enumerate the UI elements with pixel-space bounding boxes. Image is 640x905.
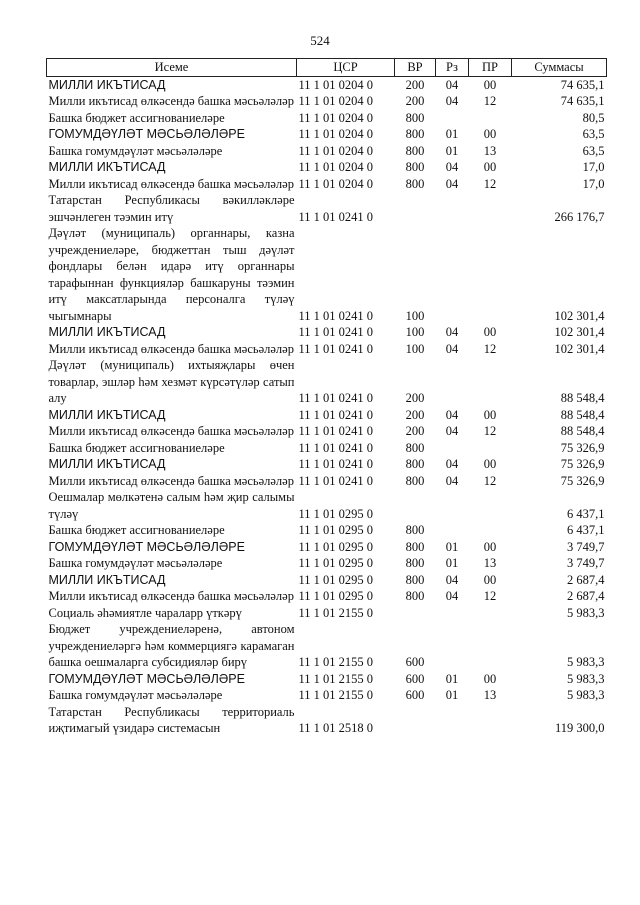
row-pr: 00 <box>483 77 497 92</box>
row-vr: 100 <box>405 325 425 339</box>
table-row <box>47 225 607 324</box>
row-name: Башка гомумдәүләт мәсьәләләре <box>48 688 223 702</box>
table-row <box>47 539 607 556</box>
table-row <box>47 76 607 93</box>
row-pr: 12 <box>483 473 497 488</box>
row-csr: 11 1 01 0295 0 <box>298 539 374 554</box>
row-pr <box>469 605 512 622</box>
row-csr: 11 1 01 0241 0 <box>298 308 374 323</box>
row-name: Милли икътисад өлкәсендә башка мәсьәләләр <box>48 341 294 356</box>
row-sum: 102 301,4 <box>554 325 605 339</box>
row-rz <box>436 192 469 225</box>
row-vr: 800 <box>405 589 425 603</box>
row-csr: 11 1 01 0295 0 <box>298 556 374 570</box>
row-rz: 01 <box>445 539 459 554</box>
row-sum: 2 687,4 <box>567 589 605 603</box>
row-csr: 11 1 01 0295 0 <box>298 523 374 537</box>
table-row <box>47 440 607 457</box>
row-vr: 800 <box>405 440 425 455</box>
row-name: ГОМУМДӘҮЛӘТ МӘСЬӘЛӘЛӘРЕ <box>48 127 245 141</box>
row-csr: 11 1 01 0204 0 <box>298 110 374 125</box>
row-rz <box>436 489 469 522</box>
row-rz: 04 <box>445 77 459 92</box>
row-sum: 5 983,3 <box>567 671 605 686</box>
row-rz: 04 <box>445 589 459 603</box>
table-row <box>47 407 607 424</box>
table-row <box>47 143 607 160</box>
row-csr: 11 1 01 0241 0 <box>298 440 374 455</box>
row-name: МИЛЛИ ИКЪТИСАД <box>48 457 166 471</box>
row-pr: 00 <box>483 407 497 422</box>
row-vr: 800 <box>405 143 425 158</box>
row-pr: 12 <box>483 341 497 356</box>
row-name: Оешмалар мөлкәтенә салым һәм җир салымы түләү <box>48 490 295 521</box>
row-pr: 00 <box>483 457 497 471</box>
budget-table <box>46 58 607 737</box>
row-name: Милли икътисад өлкәсендә башка мәсьәләләр <box>48 176 294 191</box>
header-sum: Суммасы <box>512 59 607 77</box>
row-name: Бюджет учреждениеләренә, автоном учреждениеләргә һәм коммерциягә карамаган башка оешмаларга субсидияләр бирү <box>48 622 295 669</box>
row-csr: 11 1 01 0241 0 <box>298 473 374 488</box>
row-csr: 11 1 01 2155 0 <box>298 655 374 669</box>
row-sum: 63,5 <box>582 127 605 141</box>
row-sum: 88 548,4 <box>560 424 605 438</box>
header-row <box>47 59 607 77</box>
row-csr: 11 1 01 0204 0 <box>298 176 374 191</box>
row-vr: 800 <box>405 556 425 570</box>
row-csr: 11 1 01 0204 0 <box>298 77 374 92</box>
table-row <box>47 621 607 671</box>
row-csr: 11 1 01 0241 0 <box>298 457 374 471</box>
row-pr: 00 <box>483 127 497 141</box>
row-csr: 11 1 01 0241 0 <box>298 325 374 339</box>
row-sum: 3 749,7 <box>567 539 605 554</box>
row-name: Башка гомумдәүләт мәсьәләләре <box>48 556 223 570</box>
row-rz <box>436 440 469 457</box>
table-row <box>47 423 607 440</box>
page-number: 524 <box>310 33 330 48</box>
row-sum: 75 326,9 <box>560 473 605 488</box>
row-pr <box>469 522 512 539</box>
row-name: МИЛЛИ ИКЪТИСАД <box>48 325 166 339</box>
table-row <box>47 687 607 704</box>
row-vr: 100 <box>405 341 425 356</box>
header-pr: ПР <box>469 59 512 77</box>
row-pr: 13 <box>483 556 497 570</box>
row-sum: 5 983,3 <box>567 605 605 620</box>
row-vr: 800 <box>405 539 425 554</box>
row-csr: 11 1 01 2155 0 <box>298 605 374 620</box>
row-sum: 6 437,1 <box>567 506 605 521</box>
row-csr: 11 1 01 2155 0 <box>298 688 374 702</box>
row-name: МИЛЛИ ИКЪТИСАД <box>48 572 166 587</box>
table-row <box>47 555 607 572</box>
row-name: Социаль әһәмиятле чараларр үткәрү <box>48 605 242 620</box>
table-row <box>47 341 607 358</box>
row-vr: 200 <box>405 407 425 422</box>
row-rz: 01 <box>445 127 459 141</box>
row-name: Башка бюджет ассигнованиеләре <box>48 440 225 455</box>
row-name: МИЛЛИ ИКЪТИСАД <box>48 160 166 174</box>
row-vr: 600 <box>405 655 425 669</box>
row-csr: 11 1 01 0241 0 <box>298 424 374 438</box>
row-rz <box>436 357 469 407</box>
table-row <box>47 704 607 737</box>
table-header <box>47 59 607 77</box>
row-csr: 11 1 01 0295 0 <box>298 589 374 603</box>
row-pr <box>469 192 512 225</box>
row-vr <box>395 605 436 622</box>
row-csr: 11 1 01 0241 0 <box>298 407 374 422</box>
row-vr: 100 <box>405 308 425 323</box>
row-vr <box>395 192 436 225</box>
header-name: Исеме <box>47 59 297 77</box>
row-vr: 800 <box>405 110 425 125</box>
row-rz: 01 <box>445 556 459 570</box>
row-rz: 01 <box>445 671 459 686</box>
row-csr: 11 1 01 0204 0 <box>298 127 374 141</box>
row-sum: 74 635,1 <box>560 77 605 92</box>
row-vr <box>395 489 436 522</box>
row-csr: 11 1 01 0295 0 <box>298 572 374 587</box>
row-name: Милли икътисад өлкәсендә башка мәсьәләләр <box>48 589 294 603</box>
row-sum: 102 301,4 <box>554 341 605 356</box>
table-row <box>47 159 607 176</box>
row-sum: 5 983,3 <box>567 655 605 669</box>
row-sum: 2 687,4 <box>567 572 605 587</box>
row-vr: 800 <box>405 127 425 141</box>
row-csr: 11 1 01 0204 0 <box>298 143 374 158</box>
row-pr <box>469 440 512 457</box>
row-rz <box>436 522 469 539</box>
row-sum: 102 301,4 <box>554 308 605 323</box>
row-csr: 11 1 01 0241 0 <box>298 391 374 405</box>
table-row <box>47 324 607 341</box>
row-sum: 5 983,3 <box>567 688 605 702</box>
row-rz: 04 <box>445 457 459 471</box>
row-vr: 800 <box>405 457 425 471</box>
row-pr: 00 <box>483 539 497 554</box>
row-vr <box>395 704 436 737</box>
row-pr: 00 <box>483 325 497 339</box>
row-pr: 12 <box>483 589 497 603</box>
row-csr: 11 1 01 2155 0 <box>298 671 374 686</box>
row-name: Татарстан Республикасы территориаль иҗтимагый үзидарә системасын <box>48 704 295 735</box>
row-rz <box>436 704 469 737</box>
row-sum: 88 548,4 <box>560 391 605 405</box>
header-rz: Рз <box>436 59 469 77</box>
table-row <box>47 473 607 490</box>
table-row <box>47 588 607 605</box>
row-pr <box>469 489 512 522</box>
row-name: Татарстан Республикасы вәкилләкләре эшчәнлеген тәэмин итү <box>48 193 295 224</box>
row-name: Дәүләт (муниципаль) ихтыяҗлары өчен товарлар, эшләр һәм хезмәт күрсәтүләр сатып алу <box>48 358 295 405</box>
header-csr: ЦСР <box>297 59 395 77</box>
table-row <box>47 192 607 225</box>
row-sum: 17,0 <box>582 160 605 174</box>
row-pr <box>469 704 512 737</box>
row-pr <box>469 110 512 127</box>
row-rz: 04 <box>445 407 459 422</box>
row-vr: 800 <box>405 572 425 587</box>
table-row <box>47 605 607 622</box>
row-vr: 200 <box>405 391 425 405</box>
row-sum: 88 548,4 <box>560 407 605 422</box>
row-pr: 00 <box>483 160 497 174</box>
row-name: Башка бюджет ассигнованиеләре <box>48 523 225 537</box>
table-row <box>47 357 607 407</box>
row-rz: 04 <box>445 160 459 174</box>
row-name: МИЛЛИ ИКЪТИСАД <box>48 77 166 92</box>
row-rz: 04 <box>445 94 459 108</box>
row-pr: 00 <box>483 572 497 587</box>
row-csr: 11 1 01 0295 0 <box>298 506 374 521</box>
row-rz: 04 <box>445 176 459 191</box>
table-row <box>47 522 607 539</box>
table-row <box>47 126 607 143</box>
table-row <box>47 93 607 110</box>
row-sum: 74 635,1 <box>560 94 605 108</box>
header-vr: ВР <box>395 59 436 77</box>
row-sum: 266 176,7 <box>554 209 605 224</box>
row-csr: 11 1 01 2518 0 <box>298 721 374 735</box>
row-csr: 11 1 01 0204 0 <box>298 160 374 174</box>
row-name: Башка бюджет ассигнованиеләре <box>48 110 225 125</box>
row-rz: 04 <box>445 572 459 587</box>
row-rz: 01 <box>445 143 459 158</box>
row-rz: 04 <box>445 424 459 438</box>
row-vr: 800 <box>405 473 425 488</box>
row-name: МИЛЛИ ИКЪТИСАД <box>48 407 166 422</box>
row-pr: 12 <box>483 424 497 438</box>
row-sum: 63,5 <box>582 143 605 158</box>
row-pr: 12 <box>483 176 497 191</box>
row-pr: 13 <box>483 143 497 158</box>
row-rz: 04 <box>445 325 459 339</box>
row-rz <box>436 110 469 127</box>
row-sum: 17,0 <box>582 176 605 191</box>
row-vr: 200 <box>405 424 425 438</box>
row-rz: 01 <box>445 688 459 702</box>
table-body <box>47 76 607 737</box>
table-row <box>47 110 607 127</box>
row-name: Дәүләт (муниципаль) органнары, казна учреждениеләре, бюджеттан тыш дәүләт фондлары белән идарә итү органнары тарафыннан функцияләр башкаруны тәэмин итү максатларында персоналга түләү чыгымнары <box>48 226 295 323</box>
row-vr: 800 <box>405 176 425 191</box>
table-row <box>47 489 607 522</box>
table-row <box>47 671 607 688</box>
row-sum: 80,5 <box>582 110 605 125</box>
row-sum: 119 300,0 <box>554 721 605 735</box>
row-sum: 75 326,9 <box>560 440 605 455</box>
row-vr: 600 <box>405 688 425 702</box>
row-name: Милли икътисад өлкәсендә башка мәсьәләләр <box>48 94 294 108</box>
row-rz <box>436 621 469 671</box>
row-csr: 11 1 01 0204 0 <box>298 94 374 108</box>
row-name: Башка гомумдәүләт мәсьәләләре <box>48 143 223 158</box>
row-pr <box>469 225 512 324</box>
row-name: Милли икътисад өлкәсендә башка мәсьәләләр <box>48 424 294 438</box>
row-name: ГОМУМДӘҮЛӘТ МӘСЬӘЛӘЛӘРЕ <box>48 539 245 554</box>
row-sum: 3 749,7 <box>567 556 605 570</box>
table-row <box>47 456 607 473</box>
row-name: Милли икътисад өлкәсендә башка мәсьәләләр <box>48 473 294 488</box>
row-pr <box>469 621 512 671</box>
row-csr: 11 1 01 0241 0 <box>298 209 374 224</box>
table-row <box>47 176 607 193</box>
row-name: ГОМУМДӘҮЛӘТ МӘСЬӘЛӘЛӘРЕ <box>48 671 245 686</box>
row-rz: 04 <box>445 473 459 488</box>
row-pr: 13 <box>483 688 497 702</box>
row-vr: 800 <box>405 523 425 537</box>
row-vr: 200 <box>405 77 425 92</box>
row-rz <box>436 225 469 324</box>
row-pr: 00 <box>483 671 497 686</box>
row-vr: 600 <box>405 671 425 686</box>
row-sum: 6 437,1 <box>567 523 605 537</box>
row-rz: 04 <box>445 341 459 356</box>
row-vr: 800 <box>405 160 425 174</box>
row-rz <box>436 605 469 622</box>
row-sum: 75 326,9 <box>560 457 605 471</box>
table-row <box>47 572 607 589</box>
row-vr: 200 <box>405 94 425 108</box>
row-csr: 11 1 01 0241 0 <box>298 341 374 356</box>
row-pr <box>469 357 512 407</box>
row-pr: 12 <box>483 94 497 108</box>
